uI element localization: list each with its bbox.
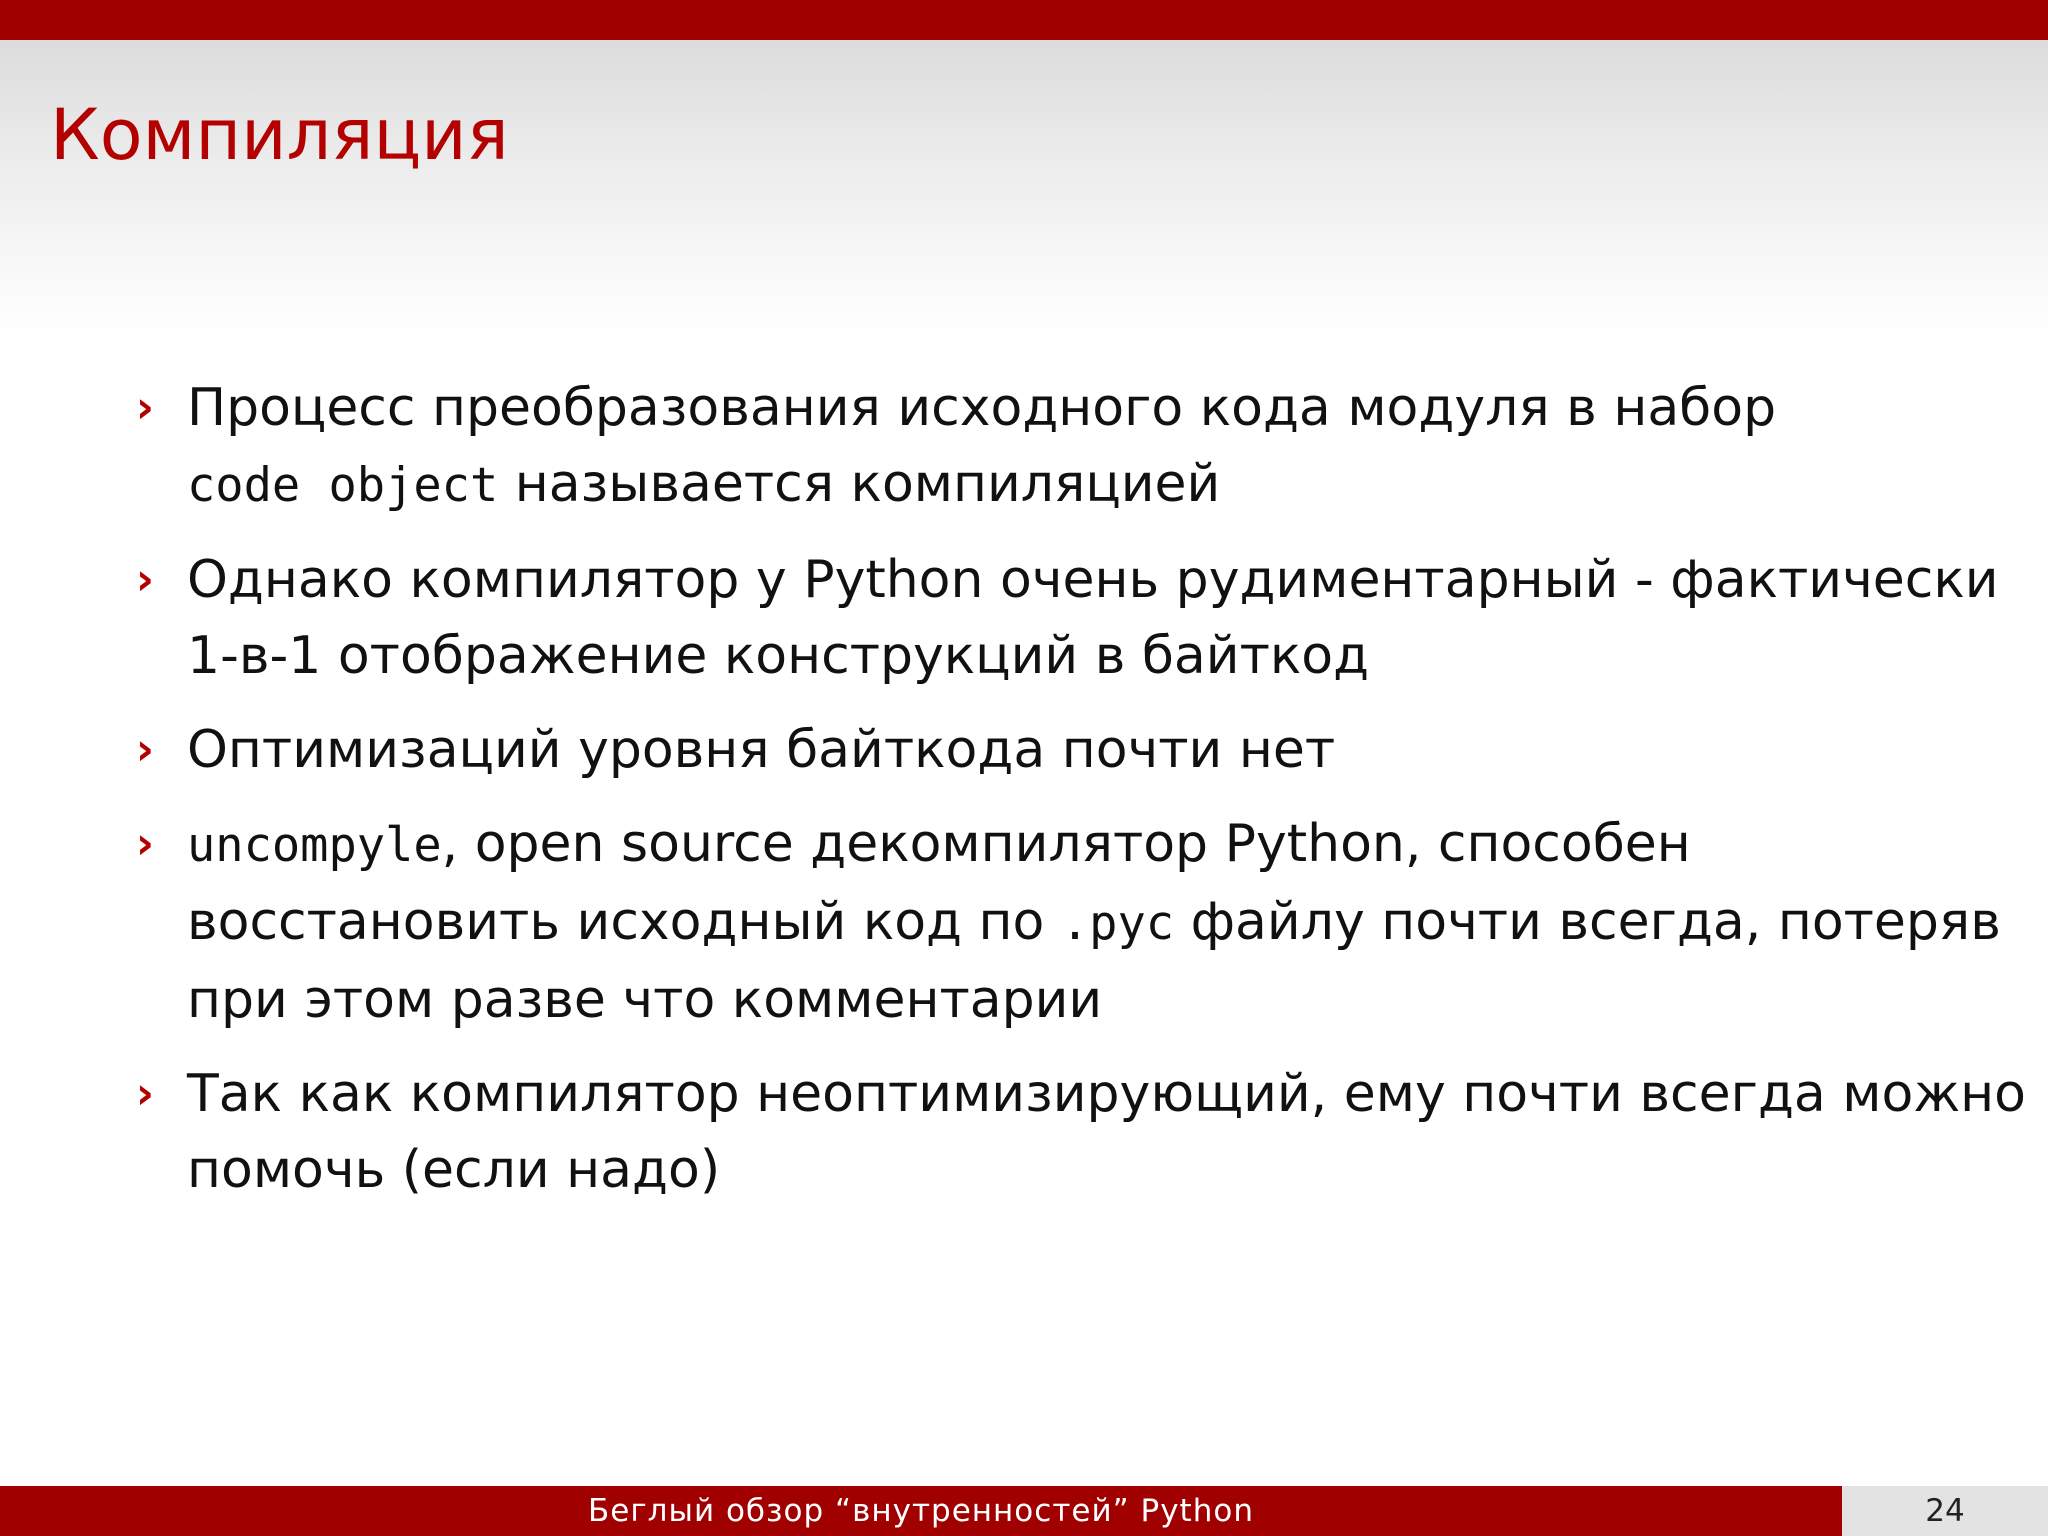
bullet-line: [187, 370, 2010, 446]
footer-page-box: [1842, 1486, 2048, 1536]
bullet-item: [130, 1056, 2026, 1208]
chevron-right-icon: ›: [135, 724, 155, 775]
chevron-right-icon: ›: [135, 818, 155, 869]
bullet-item: [130, 712, 2010, 788]
chevron-right-icon: ›: [135, 1068, 155, 1119]
page-number: 24: [1925, 1493, 1965, 1529]
code-text: code object: [187, 458, 499, 513]
bullet-text: восстановить исходный код по: [187, 892, 1061, 952]
slide-title: Компиляция: [50, 94, 509, 176]
chevron-right-icon: ›: [135, 554, 155, 605]
code-text: .pyc: [1060, 896, 1175, 951]
bullet-text: Процесс преобразования исходного кода модуля в набор: [187, 378, 1777, 438]
bullet-list: [130, 370, 2026, 1226]
bullet-text: помочь (если надо): [187, 1140, 721, 1200]
bullet-line: [187, 884, 2010, 962]
bullet-text: Оптимизаций уровня байткода почти нет: [187, 720, 1336, 780]
bullet-line: [187, 962, 2010, 1038]
bullet-line: [187, 618, 2010, 694]
bullet-text: , open source декомпилятор Python, способен: [441, 814, 1691, 874]
header-band: [0, 40, 2048, 340]
bullet-text: называется компиляцией: [498, 454, 1221, 514]
footer-title-bar: [0, 1486, 1842, 1536]
footer-title: Беглый обзор “внутренностей” Python: [588, 1493, 1254, 1529]
bullet-line: [187, 1056, 2026, 1132]
chevron-right-icon: ›: [135, 382, 155, 433]
bullet-line: [187, 446, 2010, 524]
bullet-text: при этом разве что комментарии: [187, 970, 1103, 1030]
bullet-text: 1-в-1 отображение конструкций в байткод: [187, 626, 1370, 686]
bullet-item: [130, 370, 2010, 524]
code-text: uncompyle: [187, 818, 442, 873]
bullet-text: Так как компилятор неоптимизирующий, ему почти всегда можно: [187, 1064, 2026, 1124]
bullet-line: [187, 712, 2010, 788]
top-bar: [0, 0, 2048, 40]
bullet-line: [187, 806, 2010, 884]
bullet-text: Однако компилятор у Python очень рудиментарный - фактически: [187, 550, 1999, 610]
bullet-line: [187, 542, 2010, 618]
bullet-item: [130, 806, 2010, 1038]
bullet-text: файлу почти всегда, потеряв: [1174, 892, 2001, 952]
bullet-line: [187, 1132, 2010, 1208]
bullet-item: [130, 542, 2010, 694]
